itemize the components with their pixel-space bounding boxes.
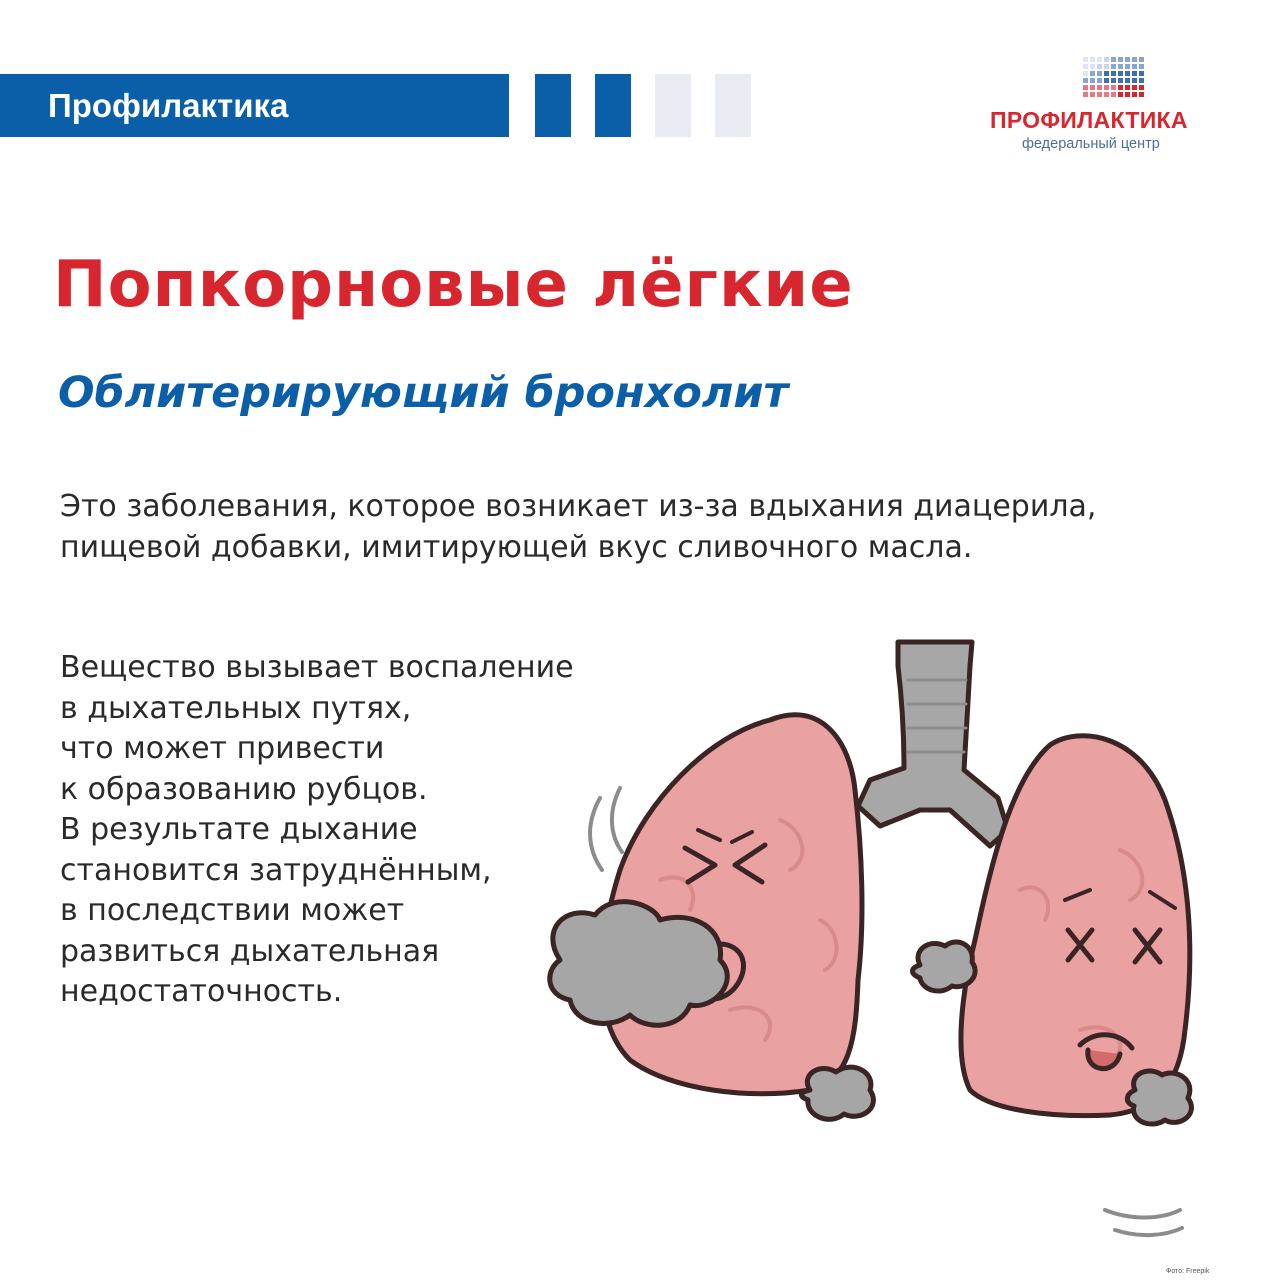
logo-grid-cell xyxy=(1090,78,1095,83)
logo-grid-cell xyxy=(1104,64,1109,69)
logo-grid-cell xyxy=(1125,92,1130,97)
effect-line: Вещество вызывает воспаление xyxy=(60,650,574,685)
logo-grid-cell xyxy=(1125,85,1130,90)
banner-label: Профилактика xyxy=(48,87,289,124)
logo-grid-cell xyxy=(1083,92,1088,97)
effect-line: В результате дыхание xyxy=(60,812,418,847)
logo-title: ПРОФИЛАКТИКА xyxy=(990,107,1188,133)
effect-line: что может привести xyxy=(60,731,385,766)
effect-line: в дыхательных путях, xyxy=(60,690,412,726)
logo-grid-cell xyxy=(1118,64,1123,69)
logo-grid-cell xyxy=(1104,92,1109,97)
logo-grid-cell xyxy=(1104,71,1109,76)
photo-credit: Фото: Freepik xyxy=(1166,1268,1210,1275)
logo-grid-cell xyxy=(1104,57,1109,62)
logo-grid-cell xyxy=(1139,64,1144,69)
logo-grid-cell xyxy=(1097,71,1102,76)
logo-subtitle: федеральный центр xyxy=(1022,136,1160,152)
effect-line: в последствии может xyxy=(60,893,405,928)
logo-grid-cell xyxy=(1132,71,1137,76)
logo-grid-cell xyxy=(1111,64,1116,69)
intro-line: Это заболевания, которое возникает из-за вдыхания диацерила, xyxy=(60,489,1097,524)
logo-grid-cell xyxy=(1111,78,1116,83)
logo-grid-cell xyxy=(1104,78,1109,83)
effect-line: недостаточность. xyxy=(60,974,343,1009)
logo-grid-cell xyxy=(1118,85,1123,90)
logo-grid-cell xyxy=(1132,78,1137,83)
logo-grid-cell xyxy=(1111,85,1116,90)
page-title: Попкорновые лёгкие xyxy=(53,248,854,322)
logo-grid-cell xyxy=(1083,64,1088,69)
logo-grid-cell xyxy=(1090,85,1095,90)
logo-grid-cell xyxy=(1132,57,1137,62)
logo-grid-cell xyxy=(1097,64,1102,69)
logo-grid-cell xyxy=(1083,71,1088,76)
effect-line: становится затруднённым, xyxy=(60,852,492,888)
stripe-2 xyxy=(595,74,631,137)
effect-line: развиться дыхательная xyxy=(60,933,440,969)
logo-grid-cell xyxy=(1125,71,1130,76)
logo-grid-cell xyxy=(1139,71,1144,76)
logo-grid-cell xyxy=(1125,64,1130,69)
logo-grid-cell xyxy=(1083,78,1088,83)
logo-grid-cell xyxy=(1118,71,1123,76)
logo-grid-cell xyxy=(1139,78,1144,83)
logo-grid-cell xyxy=(1139,92,1144,97)
logo-grid-cell xyxy=(1090,64,1095,69)
logo-grid-cell xyxy=(1132,64,1137,69)
page-subtitle: Облитерирующий бронхолит xyxy=(58,368,789,418)
logo-grid-cell xyxy=(1083,57,1088,62)
logo-grid-cell xyxy=(1118,57,1123,62)
logo-grid-cell xyxy=(1125,57,1130,62)
logo-grid-cell xyxy=(1111,92,1116,97)
logo-grid-cell xyxy=(1097,92,1102,97)
logo-grid-cell xyxy=(1104,85,1109,90)
intro-paragraph xyxy=(60,486,1220,568)
logo-grid-cell xyxy=(1090,57,1095,62)
logo-grid-cell xyxy=(1111,57,1116,62)
logo-grid-cell xyxy=(1090,92,1095,97)
logo-grid-cell xyxy=(1111,71,1116,76)
logo-grid-cell xyxy=(1139,85,1144,90)
sick-lungs-illustration xyxy=(520,620,1240,1260)
logo-grid-cell xyxy=(1097,85,1102,90)
stripe-1 xyxy=(535,74,571,137)
logo-grid-cell xyxy=(1125,78,1130,83)
logo-grid-cell xyxy=(1132,92,1137,97)
logo-grid-cell xyxy=(1097,78,1102,83)
logo-grid-cell xyxy=(1090,71,1095,76)
logo-grid-cell xyxy=(1118,92,1123,97)
logo-grid-cell xyxy=(1118,78,1123,83)
logo-grid-cell xyxy=(1097,57,1102,62)
trachea-icon xyxy=(858,642,1008,846)
stripe-4 xyxy=(715,74,751,137)
logo-grid-cell xyxy=(1083,85,1088,90)
logo-grid-cell xyxy=(1132,85,1137,90)
intro-line: пищевой добавки, имитирующей вкус сливочного масла. xyxy=(60,530,973,565)
effect-line: к образованию рубцов. xyxy=(60,771,428,807)
stripe-3 xyxy=(655,74,691,137)
logo-grid-cell xyxy=(1139,57,1144,62)
